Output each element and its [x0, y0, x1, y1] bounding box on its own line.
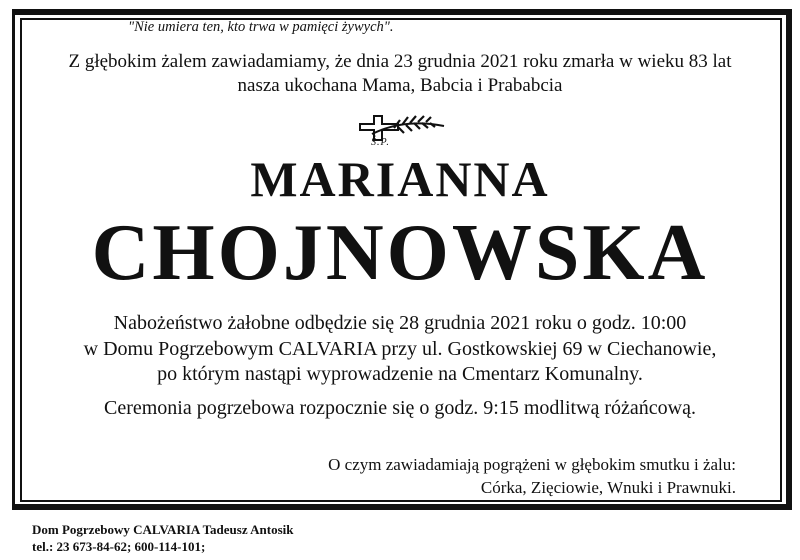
- announcement-line-2: nasza ukochana Mama, Babcia i Prababcia: [237, 75, 563, 96]
- cross-with-palm-branch-icon: [354, 110, 446, 146]
- last-name: CHOJNOWSKA: [91, 209, 709, 297]
- ceremony-line-1: Nabożeństwo żałobne odbędzie się 28 grudnia 2021 roku o godz. 10:00: [113, 312, 687, 334]
- ceremony-line-4: Ceremonia pogrzebowa rozpocznie się o godz. 9:15 modlitwą różańcową.: [103, 397, 696, 419]
- epigraph-quote: "Nie umiera ten, kto trwa w pamięci żywych".: [128, 19, 394, 35]
- closing-line-1: O czym zawiadamiają pogrążeni w głębokim smutku i żalu:: [328, 455, 736, 474]
- ceremony-line-3: po którym nastąpi wyprowadzenie na Cmentarz Komunalny.: [157, 363, 643, 385]
- sp-caption: Ś.P.: [371, 137, 390, 148]
- closing-line-2: Córka, Zięciowie, Wnuki i Prawnuki.: [480, 478, 736, 497]
- ceremony-line-2: w Domu Pogrzebowym CALVARIA przy ul. Gostkowskiej 69 w Ciechanowie,: [83, 338, 717, 360]
- first-name: MARIANNA: [250, 151, 550, 207]
- announcement-line-1: Z głębokim żalem zawiadamiamy, że dnia 23 grudnia 2021 roku zmarła w wieku 83 lat: [68, 51, 732, 72]
- footer-phones: tel.: 23 673-84-62; 600-114-101;: [32, 539, 206, 554]
- footer-company: Dom Pogrzebowy CALVARIA Tadeusz Antosik: [32, 522, 294, 537]
